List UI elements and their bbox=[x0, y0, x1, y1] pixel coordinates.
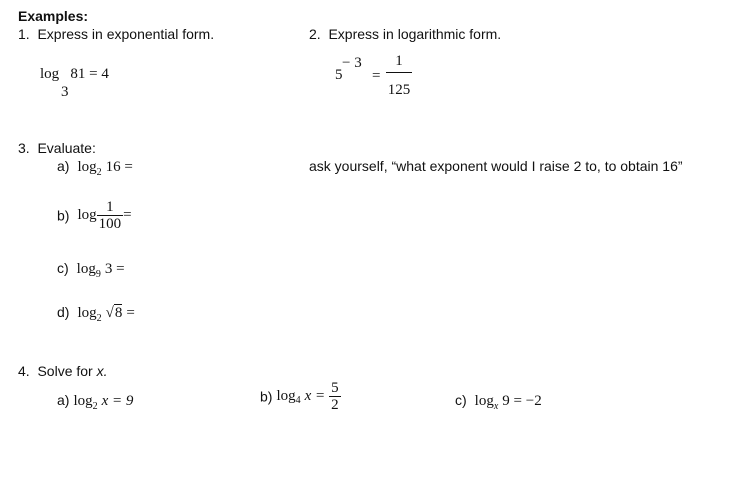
question-3b bbox=[57, 199, 132, 232]
log-remainder: 16 = bbox=[105, 159, 133, 175]
fraction-denominator: 100 bbox=[98, 216, 122, 232]
fraction-denominator: 2 bbox=[331, 397, 339, 413]
fraction-numerator: 1 bbox=[106, 199, 114, 215]
question-2-number: 2. bbox=[309, 26, 321, 42]
question-1-number: 1. bbox=[18, 26, 30, 42]
question-1 bbox=[18, 26, 214, 42]
log-operator: log bbox=[77, 305, 97, 321]
part-label: a) bbox=[57, 158, 70, 174]
question-2-text: Express in logarithmic form. bbox=[328, 26, 502, 42]
question-2-exponent: − 3 bbox=[342, 55, 362, 71]
question-3 bbox=[18, 140, 96, 156]
question-4b bbox=[260, 380, 341, 413]
log-operator: log bbox=[77, 159, 97, 175]
log-operator: log bbox=[474, 393, 494, 409]
question-4c bbox=[455, 392, 542, 410]
question-4 bbox=[18, 363, 108, 379]
question-4a bbox=[57, 392, 133, 410]
part-label: d) bbox=[57, 304, 70, 320]
question-2-equals: = bbox=[372, 68, 381, 84]
log-base: x bbox=[493, 401, 499, 412]
log-remainder: 3 = bbox=[104, 261, 125, 277]
log-remainder: x = 9 bbox=[101, 393, 134, 409]
question-2-fraction bbox=[386, 52, 412, 99]
question-1-log-base: 3 bbox=[61, 84, 69, 100]
equals-sign: = bbox=[123, 207, 132, 223]
fraction-numerator: 1 bbox=[395, 53, 403, 69]
log-base: 4 bbox=[295, 395, 301, 406]
log-remainder: x = bbox=[304, 388, 326, 404]
log-operator: log bbox=[73, 393, 93, 409]
log-fraction bbox=[97, 199, 124, 232]
question-2 bbox=[309, 26, 501, 42]
question-4-number: 4. bbox=[18, 363, 30, 379]
log-operator: log bbox=[40, 66, 60, 82]
question-3c bbox=[57, 260, 125, 278]
log-operator: log bbox=[77, 207, 97, 223]
part-label: c) bbox=[455, 392, 467, 408]
question-3-hint: ask yourself, “what exponent would I raise 2 to, to obtain 16” bbox=[309, 158, 683, 174]
part-label: c) bbox=[57, 260, 69, 276]
part-label: a) bbox=[57, 392, 70, 408]
part-label: b) bbox=[57, 207, 70, 224]
log-operator: log bbox=[76, 261, 96, 277]
square-root-icon: √ bbox=[105, 305, 114, 321]
log-base: 2 bbox=[96, 313, 102, 324]
examples-heading: Examples: bbox=[18, 8, 89, 24]
equals-value: = 4 bbox=[89, 66, 109, 82]
question-4-variable: x. bbox=[96, 363, 108, 379]
log-base: 2 bbox=[92, 401, 98, 412]
fraction-bar bbox=[386, 72, 412, 81]
fraction-denominator: 125 bbox=[387, 82, 411, 98]
question-3-text: Evaluate: bbox=[37, 140, 96, 156]
log-argument: 81 bbox=[70, 66, 86, 82]
answer-fraction bbox=[329, 380, 341, 413]
log-base: 9 bbox=[95, 269, 101, 280]
question-2-base: 5 bbox=[335, 67, 343, 83]
fraction-numerator: 5 bbox=[331, 380, 339, 396]
question-3a bbox=[57, 158, 133, 176]
radicand: 8 bbox=[114, 305, 123, 321]
question-1-expression bbox=[40, 66, 109, 83]
question-4-text: Solve for bbox=[37, 363, 93, 379]
part-label: b) bbox=[260, 388, 273, 405]
log-base: 2 bbox=[96, 167, 102, 178]
equals-sign: = bbox=[126, 305, 135, 321]
log-operator: log bbox=[276, 388, 296, 404]
question-1-text: Express in exponential form. bbox=[37, 26, 215, 42]
question-3-number: 3. bbox=[18, 140, 30, 156]
log-remainder: 9 = −2 bbox=[502, 393, 542, 409]
question-3d bbox=[57, 304, 135, 322]
